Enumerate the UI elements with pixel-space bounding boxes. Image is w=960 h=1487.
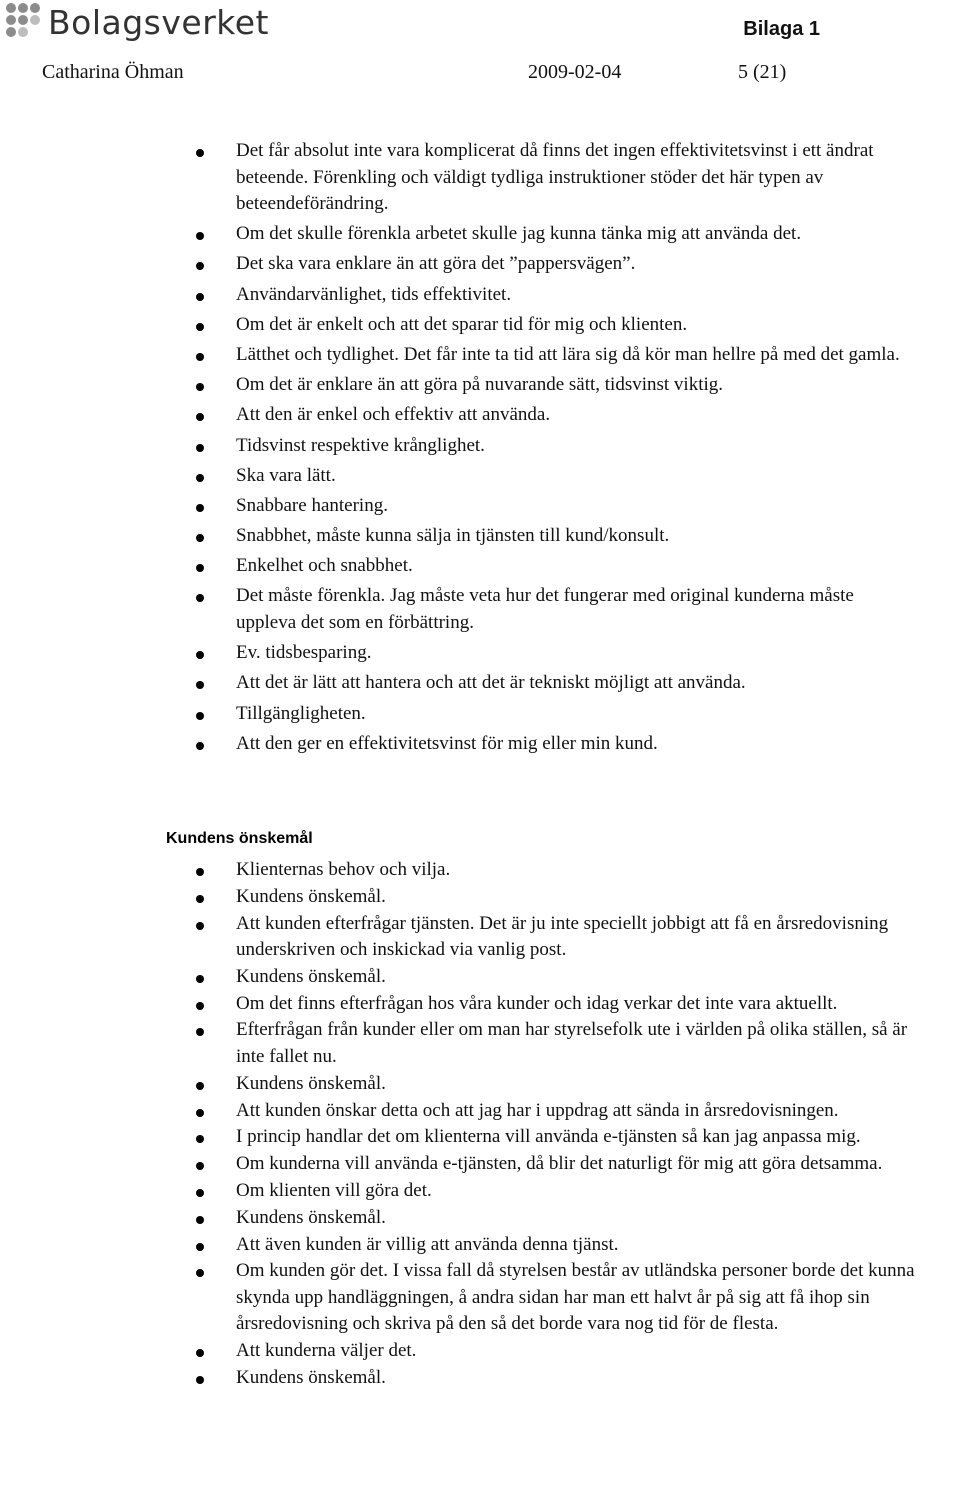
logo-text: Bolagsverket — [48, 3, 269, 42]
list-item-text: Lätthet och tydlighet. Det får inte ta tid att lära sig då kör man hellre på med det gamla. — [236, 343, 900, 365]
list-item — [0, 583, 916, 636]
list-item — [0, 1151, 916, 1178]
list-item — [0, 670, 916, 697]
bullet-icon — [196, 232, 204, 240]
list-item-text: Om klienten vill göra det. — [236, 1179, 432, 1201]
bullet-icon — [196, 1082, 204, 1090]
bullet-icon — [196, 413, 204, 421]
bullet-icon — [196, 1002, 204, 1010]
list-item — [0, 1258, 916, 1338]
list-item — [0, 342, 916, 369]
attachment-label: Bilaga 1 — [743, 18, 820, 40]
list-item-text: Kundens önskemål. — [236, 885, 386, 907]
list-item-text: I princip handlar det om klienterna vill använda e-tjänsten så kan jag anpassa mig. — [236, 1126, 861, 1148]
list-item-text: Kundens önskemål. — [236, 1072, 386, 1094]
list-item-text: Om det finns efterfrågan hos våra kunder och idag verkar det inte vara aktuellt. — [236, 992, 838, 1014]
list-item-text: Ev. tidsbesparing. — [236, 642, 372, 664]
bullet-icon — [196, 975, 204, 983]
list-item — [0, 402, 916, 429]
bullet-icon — [196, 474, 204, 482]
list-item — [0, 1017, 916, 1070]
bullet-icon — [196, 681, 204, 689]
list-item-text: Användarvänlighet, tids effektivitet. — [236, 283, 512, 305]
list-item — [0, 553, 916, 580]
customer-wishes-list — [0, 857, 916, 1392]
list-item — [0, 640, 916, 667]
list-item — [0, 1098, 916, 1125]
list-item — [0, 884, 916, 911]
list-item — [0, 1338, 916, 1365]
list-item-text: Klienternas behov och vilja. — [236, 859, 451, 880]
list-item-text: Det får absolut inte vara komplicerat då finns det ingen effektivitetsvinst i ett ändrat beteende. Förenkling och väldigt tydliga instruktioner stöder det här typen av beteendeförändring. — [236, 140, 874, 214]
list-item — [0, 251, 916, 278]
bullet-icon — [196, 922, 204, 930]
list-item — [0, 463, 916, 490]
list-item — [0, 1365, 916, 1392]
list-item — [0, 1205, 916, 1232]
list-item — [0, 433, 916, 460]
bullet-icon — [196, 868, 204, 876]
bullet-icon — [196, 293, 204, 301]
bullet-icon — [196, 149, 204, 157]
list-item-text: Ska vara lätt. — [236, 464, 336, 486]
author-name: Catharina Öhman — [42, 61, 184, 83]
response-list — [0, 138, 916, 761]
bullet-icon — [196, 712, 204, 720]
logo-dots-icon — [4, 2, 42, 44]
list-item — [0, 493, 916, 520]
bullet-icon — [196, 1243, 204, 1251]
bullet-icon — [196, 353, 204, 361]
list-item-text: Att den är enkel och effektiv att använda. — [236, 404, 551, 426]
list-item-text: Kundens önskemål. — [236, 1206, 386, 1228]
list-item-text: Efterfrågan från kunder eller om man har styrelsefolk ute i världen på olika ställen, så är inte fallet nu. — [236, 1019, 908, 1067]
list-item-text: Kundens önskemål. — [236, 1366, 386, 1388]
list-item-text: Snabbare hantering. — [236, 494, 388, 516]
bullet-icon — [196, 1028, 204, 1036]
list-item-text: Kundens önskemål. — [236, 965, 386, 987]
bullet-icon — [196, 383, 204, 391]
bullet-icon — [196, 594, 204, 602]
list-item-text: Att kunderna väljer det. — [236, 1340, 417, 1362]
list-item-text: Att kunden efterfrågar tjänsten. Det är ju inte speciellt jobbigt att få en årsredovisning underskriven och inskickad via vanlig post. — [236, 912, 889, 961]
bullet-icon — [196, 1189, 204, 1197]
list-item — [0, 221, 916, 248]
bullet-icon — [196, 1162, 204, 1170]
list-item-text: Det ska vara enklare än att göra det ”pappersvägen”. — [236, 253, 636, 275]
bullet-icon — [196, 534, 204, 542]
list-item — [0, 372, 916, 399]
list-item — [0, 282, 916, 309]
bullet-icon — [196, 262, 204, 270]
list-item — [0, 911, 916, 964]
bullet-icon — [196, 895, 204, 903]
bullet-icon — [196, 1269, 204, 1277]
list-item-text: Om det är enkelt och att det sparar tid för mig och klienten. — [236, 313, 688, 335]
bullet-icon — [196, 742, 204, 750]
list-item-text: Tidsvinst respektive krånglighet. — [236, 434, 485, 456]
bullet-icon — [196, 1216, 204, 1224]
list-item-text: Om det är enklare än att göra på nuvarande sätt, tidsvinst viktig. — [236, 374, 723, 396]
bullet-icon — [196, 1135, 204, 1143]
list-item-text: Att kunden önskar detta och att jag har i uppdrag att sända in årsredovisningen. — [236, 1099, 839, 1121]
list-item-text: Om det skulle förenkla arbetet skulle jag kunna tänka mig att använda det. — [236, 223, 802, 245]
page-number: 5 (21) — [738, 61, 787, 83]
list-item-text: Att den ger en effektivitetsvinst för mig eller min kund. — [236, 732, 658, 754]
section-heading: Kundens önskemål — [166, 830, 313, 847]
bolagsverket-logo — [4, 2, 269, 44]
bullet-icon — [196, 1376, 204, 1384]
document-date: 2009-02-04 — [528, 61, 622, 83]
list-item-text: Snabbhet, måste kunna sälja in tjänsten till kund/konsult. — [236, 525, 670, 547]
list-item — [0, 964, 916, 991]
list-item-text: Att även kunden är villig att använda denna tjänst. — [236, 1233, 619, 1255]
list-item — [0, 1071, 916, 1098]
list-item — [0, 523, 916, 550]
list-item — [0, 731, 916, 758]
list-item — [0, 312, 916, 339]
list-item-text: Det måste förenkla. Jag måste veta hur det fungerar med original kunderna måste uppleva det som en förbättring. — [236, 585, 854, 633]
list-item — [0, 1178, 916, 1205]
list-item-text: Tillgängligheten. — [236, 702, 366, 724]
bullet-icon — [196, 1109, 204, 1117]
bullet-icon — [196, 564, 204, 572]
list-item — [0, 991, 916, 1018]
bullet-icon — [196, 1349, 204, 1357]
list-item-text: Om kunden gör det. I vissa fall då styrelsen består av utländska personer borde det kunna skynda upp handläggningen, å andra sidan har man ett halvt år på sig att få ihop sin årsredovisning och skriva på den så det borde vara nog tid för de flesta. — [236, 1260, 915, 1335]
list-item — [0, 701, 916, 728]
list-item-text: Enkelhet och snabbhet. — [236, 555, 413, 577]
list-item — [0, 1232, 916, 1259]
bullet-icon — [196, 323, 204, 331]
list-item-text: Om kunderna vill använda e-tjänsten, då blir det naturligt för mig att göra detsamma. — [236, 1153, 883, 1175]
bullet-icon — [196, 504, 204, 512]
list-item — [0, 138, 916, 218]
list-item-text: Att det är lätt att hantera och att det är tekniskt möjligt att använda. — [236, 672, 746, 694]
list-item — [0, 857, 916, 884]
bullet-icon — [196, 444, 204, 452]
bullet-icon — [196, 651, 204, 659]
list-item — [0, 1124, 916, 1151]
